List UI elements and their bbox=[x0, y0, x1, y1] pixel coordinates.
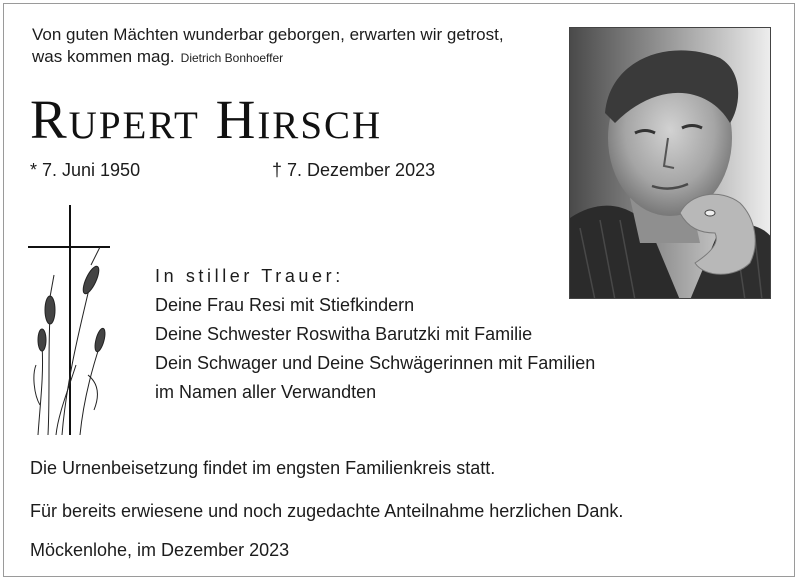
quote-line-1: Von guten Mächten wunderbar geborgen, erwarten wir getrost, bbox=[32, 25, 504, 44]
burial-notice: Die Urnenbeisetzung findet im engsten Familienkreis statt. bbox=[30, 458, 496, 478]
mourners-block bbox=[155, 262, 715, 407]
place-date: Möckenlohe, im Dezember 2023 bbox=[30, 540, 290, 560]
death-date: † 7. Dezember 2023 bbox=[272, 160, 436, 180]
cross-and-wheat-art bbox=[28, 205, 118, 435]
mourning-heading: In stiller Trauer: bbox=[155, 266, 344, 286]
thanks-notice: Für bereits erwiesene und noch zugedachte Anteilnahme herzlichen Dank. bbox=[30, 501, 624, 521]
portrait-photo bbox=[569, 27, 771, 299]
mourner-line: Deine Frau Resi mit Stiefkindern bbox=[155, 295, 415, 315]
portrait-image bbox=[570, 28, 771, 299]
mourner-line: Deine Schwester Roswitha Barutzki mit Familie bbox=[155, 324, 533, 344]
birth-date: * 7. Juni 1950 bbox=[30, 160, 141, 180]
quote-author: Dietrich Bonhoeffer bbox=[180, 51, 284, 65]
deceased-name: Rupert Hirsch bbox=[30, 89, 383, 150]
quote-line-2: was kommen mag. bbox=[32, 47, 175, 66]
bonhoeffer-quote bbox=[32, 24, 552, 69]
mourner-line: Dein Schwager und Deine Schwägerinnen mit Familien bbox=[155, 353, 596, 373]
mourner-line: im Namen aller Verwandten bbox=[155, 382, 377, 402]
